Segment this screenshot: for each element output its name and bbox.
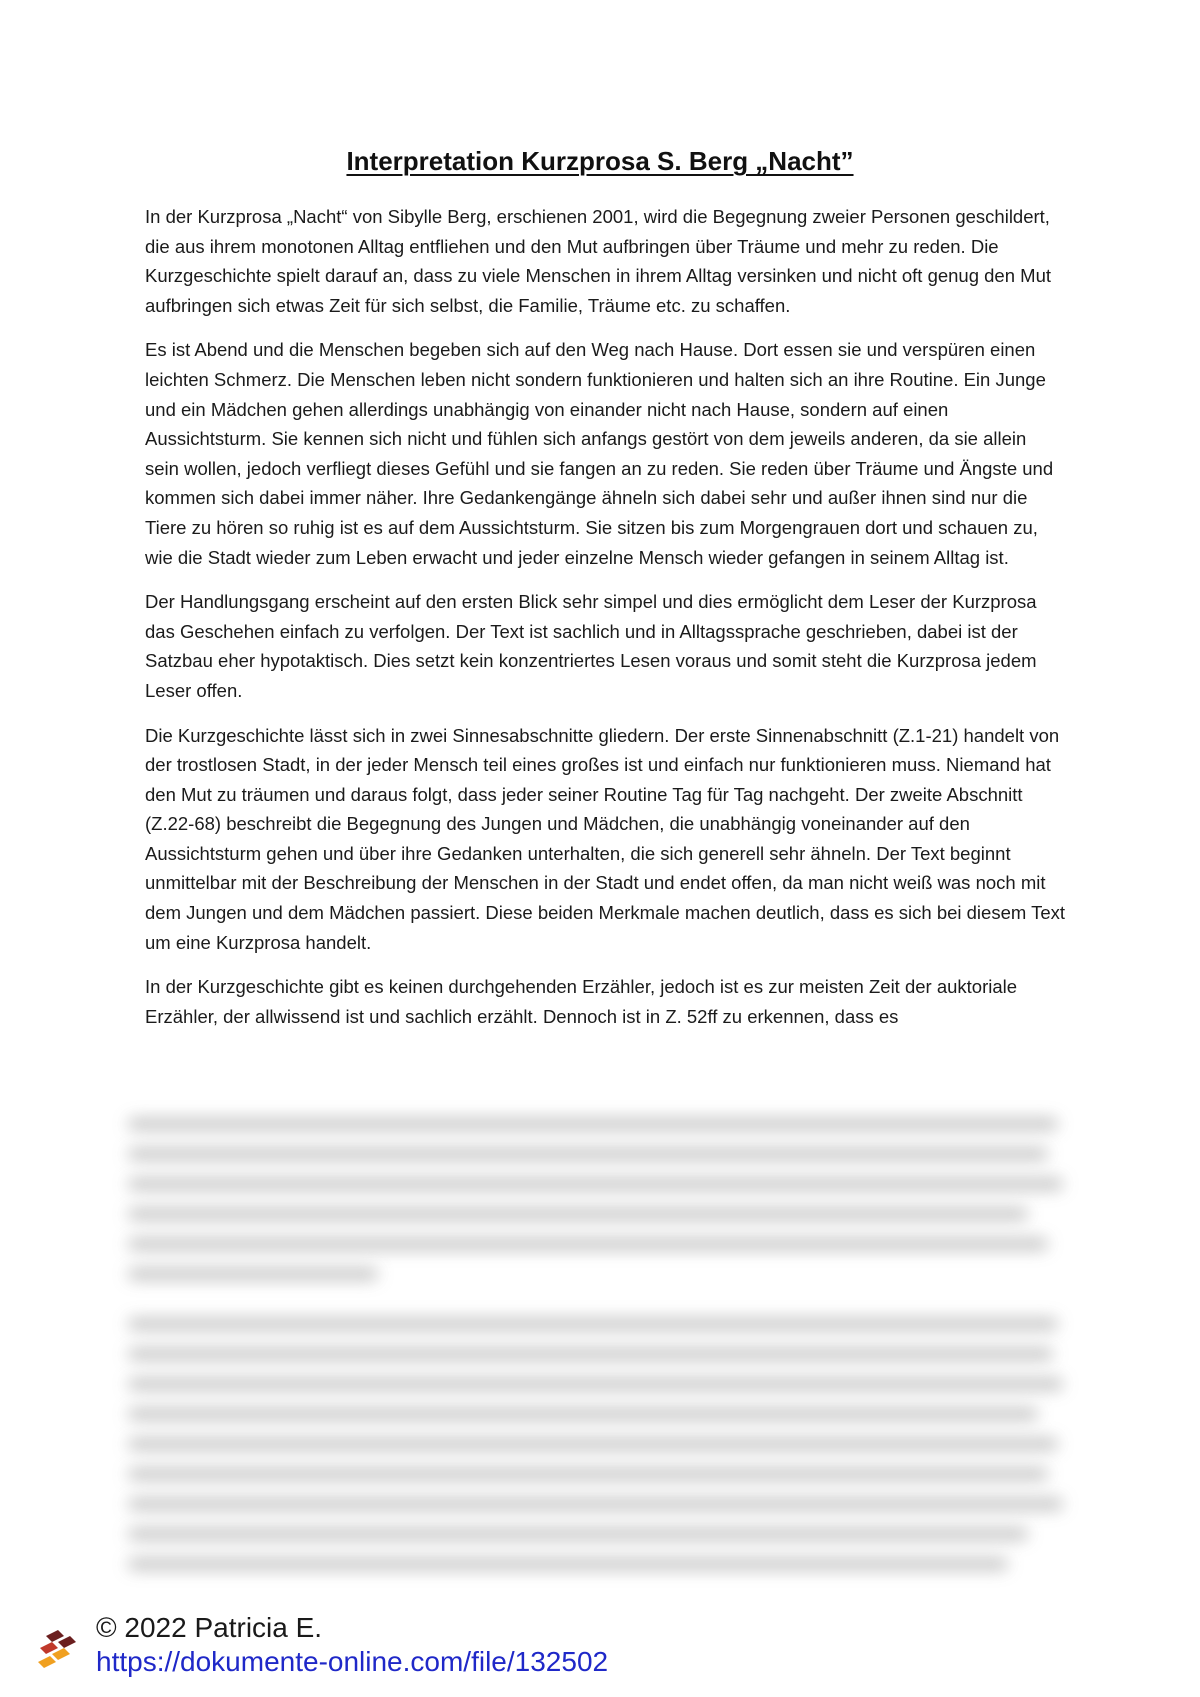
blurred-line <box>128 1178 1063 1190</box>
paragraph-summary: Es ist Abend und die Menschen begeben sich auf den Weg nach Hause. Dort essen sie und verspüren einen leichten Schmerz. Die Menschen leben nicht sondern funktionieren und halten sich an ihre Routine. Ein Junge und ein Mädchen gehen allerdings unabhängig von einander nicht nach Hause, sondern auf einen Aussichtsturm. Sie kennen sich nicht und fühlen sich anfangs gestört von dem jeweils anderen, da sie allein sein wollen, jedoch verfliegt dieses Gefühl und sie fangen an zu reden. Sie reden über Träume und Ängste und kommen sich dabei immer näher. Ihre Gedankengänge ähneln sich dabei sehr und außer ihnen sind nur die Tiere zu hören so ruhig ist es auf dem Aussichtsturm. Sie sitzen bis zum Morgengrauen dort und schauen zu, wie die Stadt wieder zum Leben erwacht und jeder einzelne Mensch wieder gefangen in seinem Alltag ist. <box>145 339 1054 568</box>
blurred-line <box>128 1528 1028 1540</box>
blurred-line <box>128 1238 1048 1250</box>
blurred-line <box>128 1318 1058 1330</box>
blurred-line <box>128 1468 1048 1480</box>
blurred-line <box>128 1558 1008 1570</box>
paragraph-intro: In der Kurzprosa „Nacht“ von Sibylle Berg, erschienen 2001, wird die Begegnung zweier Personen geschildert, die aus ihrem monotonen Alltag entfliehen und den Mut aufbringen über Träume und mehr zu reden. Die Kurzgeschichte spielt darauf an, dass zu viele Menschen in ihrem Alltag versinken und nicht oft genug den Mut aufbringen sich etwas Zeit für sich selbst, die Familie, Träume etc. zu schaffen. <box>145 206 1051 316</box>
blurred-line <box>128 1438 1058 1450</box>
blurred-line <box>128 1208 1028 1220</box>
blurred-line <box>128 1148 1048 1160</box>
footer <box>36 1610 796 1680</box>
paragraph-narrator: In der Kurzgeschichte gibt es keinen durchgehenden Erzähler, jedoch ist es zur meisten Zeit der auktoriale Erzähler, der allwissend ist und sachlich erzählt. Dennoch ist in Z. 52ff zu erkennen, dass es <box>145 976 1018 1027</box>
copyright-text: © 2022 Patricia E. <box>96 1612 323 1643</box>
dokumente-online-logo-icon <box>36 1626 84 1674</box>
blurred-line <box>128 1348 1053 1360</box>
blurred-preview-overlay <box>128 1108 1078 1588</box>
blurred-line <box>128 1378 1063 1390</box>
blurred-line <box>128 1268 378 1280</box>
document-body <box>145 202 1065 1028</box>
document-title: Interpretation Kurzprosa S. Berg „Nacht” <box>346 146 854 176</box>
paragraph-plot-analysis: Der Handlungsgang erscheint auf den ersten Blick sehr simpel und dies ermöglicht dem Leser der Kurzprosa das Geschehen einfach zu verfolgen. Der Text ist sachlich und in Alltagssprache geschrieben, dabei ist der Satzbau eher hypotaktisch. Dies setzt kein konzentriertes Lesen voraus und somit steht die Kurzprosa jedem Leser offen. <box>145 591 1037 701</box>
blurred-line <box>128 1408 1038 1420</box>
blurred-line <box>128 1498 1063 1510</box>
paragraph-structure: Die Kurzgeschichte lässt sich in zwei Sinnesabschnitte gliedern. Der erste Sinnenabschnitt (Z.1-21) handelt von der trostlosen Stadt, in der jeder Mensch teil eines großes ist und einfach nur funktionieren muss. Niemand hat den Mut zu träumen und daraus folgt, dass jeder seiner Routine Tag für Tag nachgeht. Der zweite Abschnitt (Z.22-68) beschreibt die Begegnung des Jungen und Mädchen, die unabhängig voneinander auf den Aussichtsturm gehen und über ihre Gedanken unterhalten, die sich generell sehr ähneln. Der Text beginnt unmittelbar mit der Beschreibung der Menschen in der Stadt und endet offen, da man nicht weiß was noch mit dem Jungen und dem Mädchen passiert. Diese beiden Merkmale machen deutlich, dass es sich bei diesem Text um eine Kurzprosa handelt. <box>145 724 1066 953</box>
blurred-line <box>128 1118 1058 1130</box>
source-link[interactable]: https://dokumente-online.com/file/132502 <box>96 1646 609 1677</box>
